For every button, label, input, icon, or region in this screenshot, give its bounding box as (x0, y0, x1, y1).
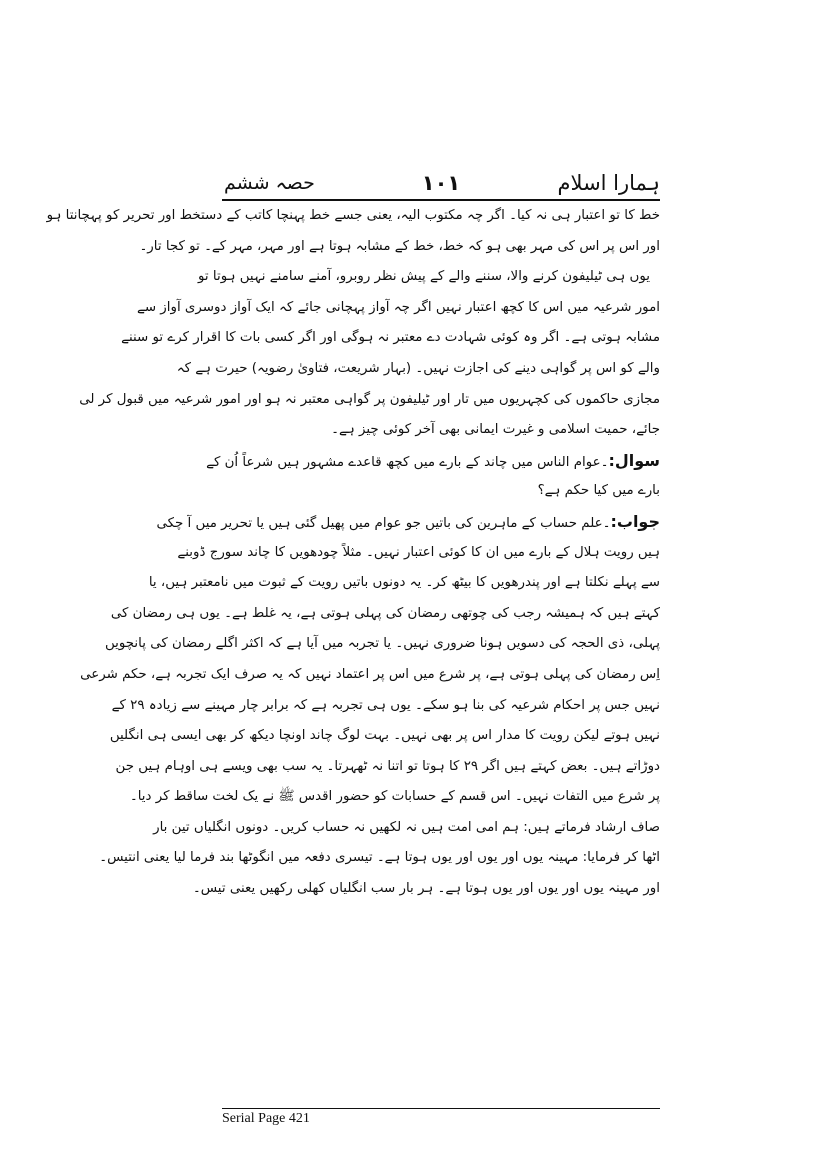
text-line (136, 293, 660, 324)
text-line (176, 354, 660, 385)
line-text: مجازی حاکموں کی کچہریوں میں تار اور ٹیلیفون پر گواہی معتبر نہ ہو اور امور شرعیہ میں قبول کر لی (79, 391, 660, 407)
text-line (156, 507, 660, 538)
qa-label: سوال: (608, 450, 660, 470)
line-text: اور مہینہ یوں اور یوں اور یوں ہوتا ہے۔ ہر بار سب انگلیاں کھلی رکھیں یعنی تیس۔ (192, 881, 660, 897)
line-text: جائے، حمیت اسلامی و غیرت ایمانی بھی آخر کوئی چیز ہے۔ (331, 422, 660, 438)
text-line (206, 446, 660, 477)
text-line (80, 660, 660, 691)
line-text: خط کا تو اعتبار ہی نہ کیا۔ اگر چہ مکتوب الیہ، یعنی جسے خط پہنچا کاتب کے دستخط اور تحریر کو پہچانتا ہو (46, 208, 660, 223)
line-text: نہیں ہوتے لیکن رویت کا مدار اس پر بھی نہیں۔ بہت لوگ چاند اونچا دیکھ کر بھی ایسی ہی انگلیں (109, 728, 660, 744)
page-header (222, 168, 660, 198)
text-line (139, 232, 660, 263)
line-text: مشابہ ہوتی ہے۔ اگر وہ کوئی شہادت دے معتبر نہ ہوگی اور اگر کسی بات کا اقرار کرے تو سننے (121, 330, 660, 346)
text-line (222, 476, 660, 507)
text-line (111, 691, 660, 722)
text-line (148, 568, 660, 599)
line-text: سے پہلے نکلتا ہے اور پندرھویں کا بیٹھ کر۔ یہ دونوں باتیں رویت کے ثبوت میں نامعتبر ہیں، یا (148, 575, 660, 591)
line-text: صاف ارشاد فرماتے ہیں: ہم امی امت ہیں نہ لکھیں نہ حساب کریں۔ دونوں انگلیاں تین بار (153, 819, 660, 835)
text-line (46, 201, 660, 232)
text-line (79, 385, 660, 416)
line-text: ہیں رویت ہلال کے بارے میں ان کا کوئی اعتبار نہیں۔ مثلاً چودھویں کا چاند سورج ڈوبنے (177, 544, 660, 560)
text-line (177, 538, 660, 569)
text-line (109, 721, 660, 752)
text-line (153, 813, 660, 844)
book-title: ہمارا اسلام (557, 171, 660, 195)
text-line (222, 415, 660, 446)
text-line (99, 843, 660, 874)
serial-page-footer (222, 1110, 310, 1128)
line-text: ۔علم حساب کے ماہرین کی باتیں جو عوام میں پھیل گئی ہیں یا تحریر میں آ چکی (156, 515, 611, 531)
line-text: کہتے ہیں کہ ہمیشہ رجب کی چوتھی رمضان کی پہلی ہوتی ہے، یہ غلط ہے۔ یوں ہی رمضان کی (110, 605, 660, 621)
line-text: اور اس پر اس کی مہر بھی ہو کہ خط، خط کے مشابہ ہوتا ہے اور مہر، مہر کے۔ تو کجا تار۔ (139, 238, 660, 254)
body-text (46, 201, 660, 905)
line-text: پہلی، ذی الحجہ کی دسویں ہونا ضروری نہیں۔ یا تجربہ میں آیا ہے کہ اکثر اگلے رمضان کی پانچویں (104, 636, 660, 652)
line-text: نہیں جس پر احکام شرعیہ کی بنا ہو سکے۔ یوں ہی تجربہ ہے کہ برابر چار مہینے سے زیادہ ۲۹ کے (111, 697, 660, 713)
footer-rule (222, 1108, 660, 1109)
line-text: یوں ہی ٹیلیفون کرنے والا، سننے والے کے پیش نظر روبرو، آمنے سامنے نہیں ہوتا تو (198, 269, 650, 285)
text-line (129, 782, 660, 813)
qa-label: جواب: (610, 511, 660, 531)
text-line (121, 323, 660, 354)
serial-page-number: 421 (288, 1111, 310, 1126)
text-line (192, 874, 660, 905)
part-label: حصہ ششم (224, 172, 315, 194)
page-number: ۱۰۱ (421, 171, 461, 195)
serial-page-label: Serial Page (222, 1111, 286, 1126)
text-line (115, 752, 660, 783)
text-line (104, 629, 660, 660)
line-text: دوڑاتے ہیں۔ بعض کہتے ہیں اگر ۲۹ کا ہوتا تو اتنا نہ ٹھہرتا۔ یہ سب بھی ویسے ہی اوہام ہیں جن (115, 758, 660, 774)
line-text: اِس رمضان کی پہلی ہوتی ہے، پر شرع میں اس پر اعتماد نہیں کہ یہ صرف ایک تجربہ ہے، حکم شرعی (80, 666, 660, 682)
line-text: اٹھا کر فرمایا: مہینہ یوں اور یوں اور یوں ہوتا ہے۔ تیسری دفعہ میں انگوٹھا بند فرما لیا یعنی انتیس۔ (99, 850, 660, 866)
line-text: امور شرعیہ میں اس کا کچھ اعتبار نہیں اگر چہ آواز پہچانی جائے کہ ایک آواز دوسری آواز سے (136, 299, 660, 315)
text-line (110, 599, 660, 630)
line-text: ۔عوام الناس میں چاند کے بارے میں کچھ قاعدے مشہور ہیں شرعاً اُن کے (206, 454, 609, 470)
text-line (198, 262, 660, 293)
line-text: والے کو اس پر گواہی دینے کی اجازت نہیں۔ (بہار شریعت، فتاویٰ رضویہ) حیرت ہے کہ (176, 360, 660, 376)
line-text: بارے میں کیا حکم ہے؟ (537, 483, 660, 499)
line-text: پر شرع میں التفات نہیں۔ اس قسم کے حسابات کو حضور اقدس ﷺ نے یک لخت ساقط کر دیا۔ (129, 789, 660, 805)
